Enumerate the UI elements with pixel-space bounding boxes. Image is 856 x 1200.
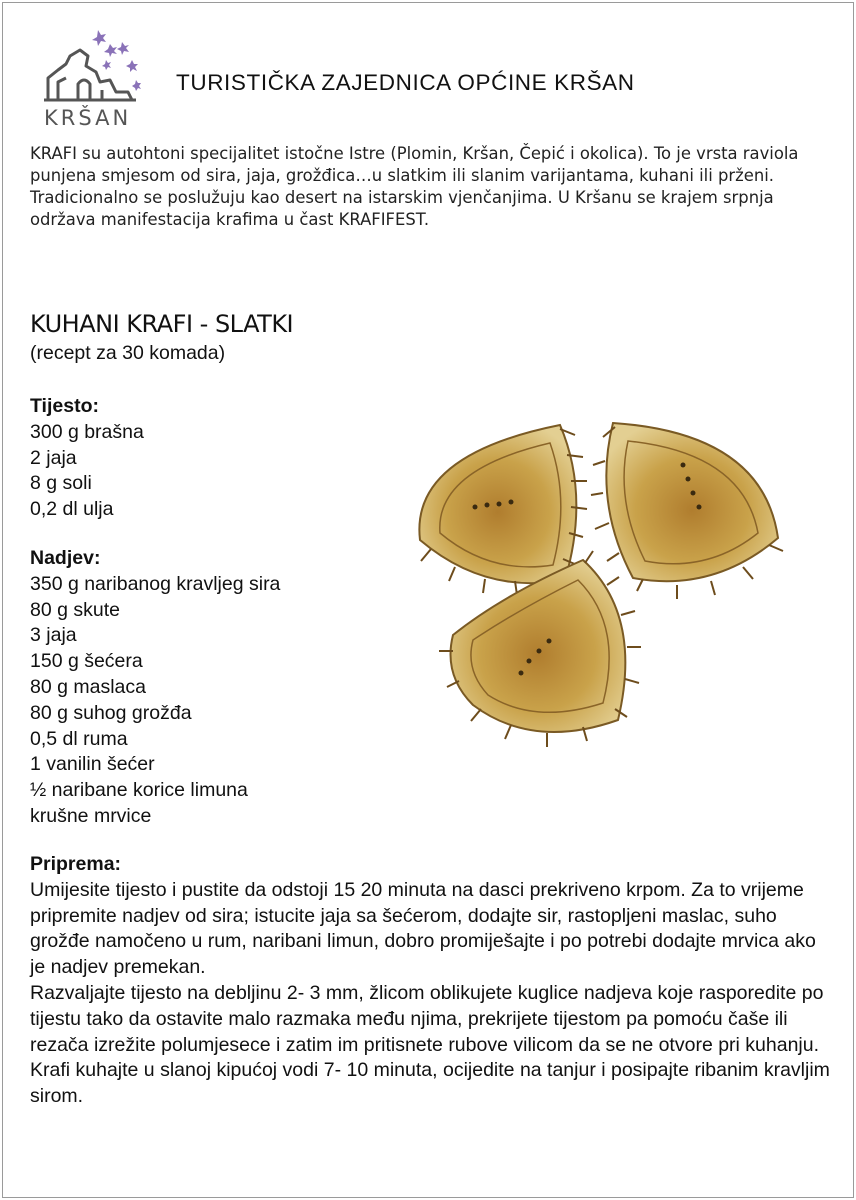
organization-title: TURISTIČKA ZAJEDNICA OPĆINE KRŠAN — [176, 70, 635, 95]
preparation-paragraph: Umijesite tijesto i pustite da odstoji 15 20 minuta na dasci prekriveno krpom. Za to vrijeme pripremite nadjev od sira; istucite jaja sa šećerom, dodajte sir, rastopljeni maslac, suho grožđe namočeno u rum, naribani limun, dobro promiješajte i po potrebi dodajte mrvica ako je nadjev premekan. — [30, 878, 816, 979]
list-item: 0,5 dl ruma — [30, 727, 128, 750]
intro-paragraph: KRAFI su autohtoni specijalitet istočne Istre (Plomin, Kršan, Čepić i okolica). To je vrsta raviola punjena smjesom od sira, jaja, grožđica…u slatkim ili slanim varijantama, kuhani ili prženi. Tradicionalno se poslužuju kao desert na istarskim vjenčanjima. U Kršanu se krajem srpnja održava manifestacija krafima u čast KRAFIFEST. — [30, 144, 799, 229]
list-item: 300 g brašna — [30, 420, 144, 443]
dough-list — [30, 420, 144, 523]
preparation-paragraph: Razvaljajte tijesto na debljinu 2- 3 mm, žlicom oblikujete kuglice nadjeva koje rasporedite po tijestu tako da ostavite malo razmaka među njima, prekrijete tijestom pa pomoću čaše ili rezača izrežite polumjesece i zatim im pritisnete rubove vilicom da se ne otvore pri kuhanju. — [30, 981, 824, 1056]
list-item: 0,2 dl ulja — [30, 498, 114, 521]
filling-list — [30, 572, 280, 830]
dough-section — [30, 394, 144, 523]
list-item: 80 g maslaca — [30, 675, 146, 698]
list-item: 80 g suhog grožđa — [30, 701, 192, 724]
list-item: 3 jaja — [30, 624, 77, 647]
list-item: krušne mrvice — [30, 804, 152, 827]
logo-text: KRŠAN — [44, 106, 132, 130]
recipe-title: KUHANI KRAFI - SLATKI — [30, 310, 294, 338]
list-item: 350 g naribanog kravljeg sira — [30, 572, 281, 595]
list-item: 1 vanilin šećer — [30, 753, 155, 776]
filling-heading: Nadjev: — [30, 547, 101, 569]
list-item: ½ naribane korice limuna — [30, 779, 248, 802]
list-item: 80 g skute — [30, 598, 120, 621]
filling-section — [30, 546, 280, 830]
list-item: 2 jaja — [30, 446, 77, 469]
recipe-subtitle: (recept za 30 komada) — [30, 342, 226, 364]
list-item: 150 g šećera — [30, 650, 143, 673]
preparation-heading: Priprema: — [30, 853, 122, 875]
krafi-illustration-icon — [385, 405, 805, 750]
preparation-paragraph: Krafi kuhajte u slanoj kipućoj vodi 7- 10 minuta, ocijedite na tanjur i posipajte ribanim kravljim sirom. — [30, 1059, 830, 1108]
preparation-section — [30, 852, 830, 1110]
dough-heading: Tijesto: — [30, 395, 99, 417]
list-item: 8 g soli — [30, 472, 92, 495]
